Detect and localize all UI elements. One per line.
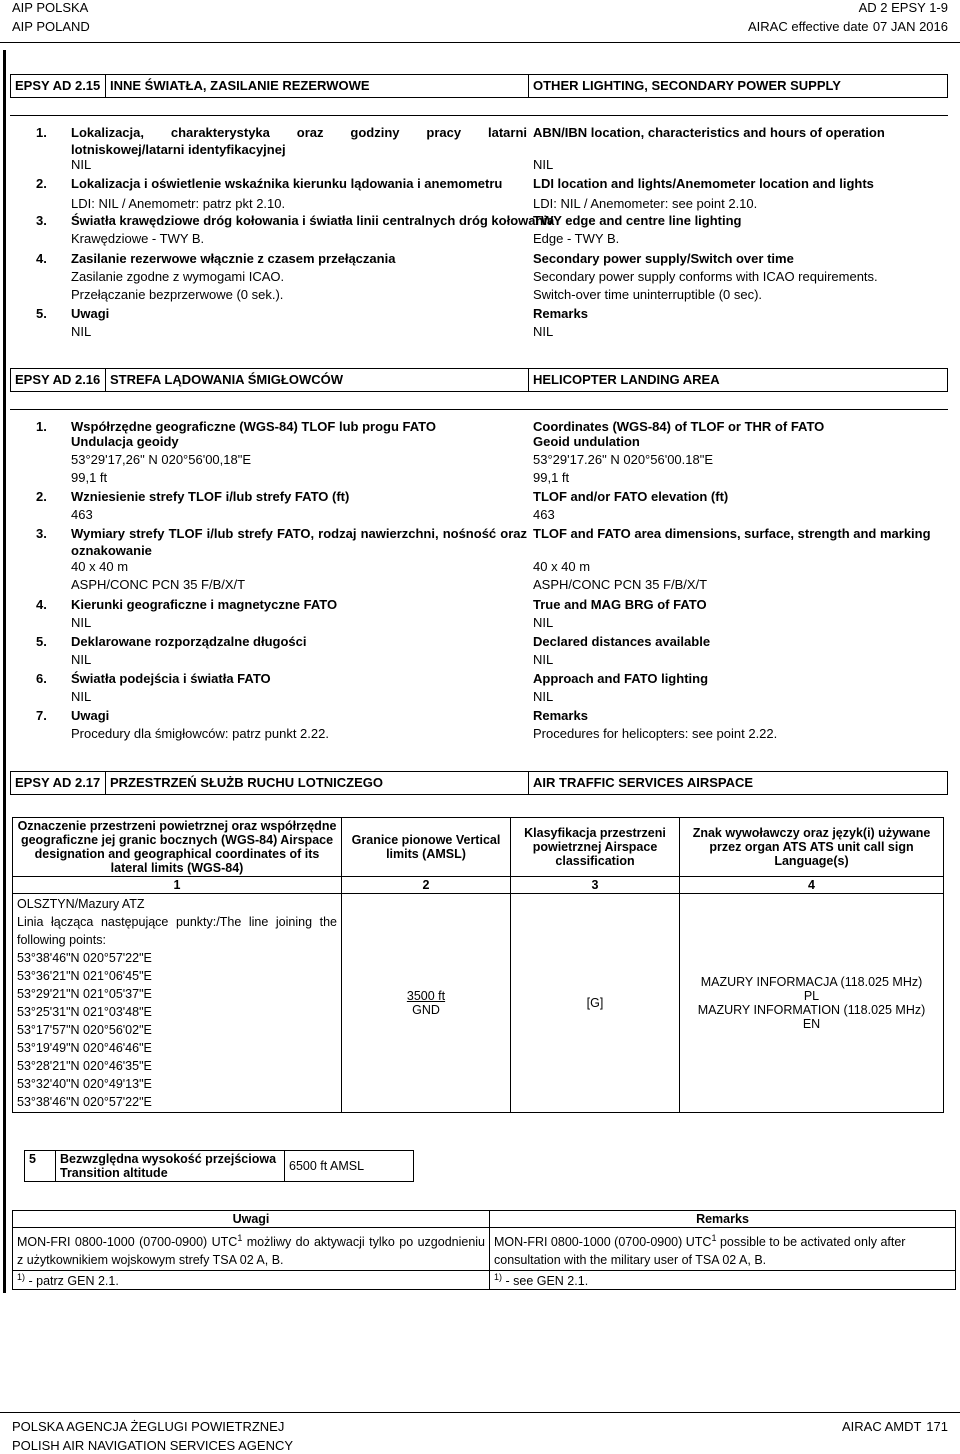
s215-item5-en-head: Remarks	[533, 306, 588, 321]
remarks-en-sup: 1	[711, 1233, 717, 1243]
s215-item4-pl-head: Zasilanie rezerwowe włącznie z czasem przełączania	[71, 251, 396, 266]
s215-code: EPSY AD 2.15	[10, 74, 106, 98]
s215-item3-pl-val: Krawędziowe - TWY B.	[71, 231, 205, 246]
airspace-coord: 53°36'21"N 021°06'45"E	[17, 969, 152, 983]
col-number-3: 3	[511, 877, 680, 894]
s216-item7-pl-head: Uwagi	[71, 708, 110, 723]
s216-item4-en-head: True and MAG BRG of FATO	[533, 597, 707, 612]
s215-item1-en-head: ABN/IBN location, characteristics and hours of operation	[533, 125, 885, 140]
footnote-en	[490, 1271, 956, 1290]
s216-item1-pl-val2: 99,1 ft	[71, 470, 108, 485]
s215-item3-num: 3.	[36, 213, 47, 228]
s215-rule	[10, 115, 948, 116]
s216-item3-pl-val2: ASPH/CONC PCN 35 F/B/X/T	[71, 577, 246, 592]
s216-item6-pl-val: NIL	[71, 689, 92, 704]
footnote-pl-sup: 1)	[17, 1272, 26, 1283]
s216-item6-en-val: NIL	[533, 689, 554, 704]
remarks-pl-text: MON-FRI 0800-1000 (0700-0900) UTC	[17, 1235, 238, 1250]
s216-item3-en-val: 40 x 40 m	[533, 559, 591, 574]
header-airac-label: AIRAC effective date	[748, 19, 869, 34]
s216-item3-pl-val: 40 x 40 m	[71, 559, 129, 574]
remarks-en-text: MON-FRI 0800-1000 (0700-0900) UTC	[494, 1235, 712, 1250]
airspace-coord: 53°29'21"N 021°05'37"E	[17, 987, 152, 1001]
remarks-en-rest: possible to be activated only after consultation with the military user of TSA 02 A, B.	[494, 1235, 906, 1268]
s216-item7-num: 7.	[36, 708, 47, 723]
left-change-bar	[3, 50, 6, 1293]
footer-divider	[0, 1412, 960, 1413]
s216-item1-pl-head2: Undulacja geoidy	[71, 434, 179, 449]
s216-item1-en-head: Coordinates (WGS-84) of TLOF or THR of FATO	[533, 419, 825, 434]
s216-item2-pl-head: Wzniesienie strefy TLOF i/lub strefy FATO (ft)	[71, 489, 350, 504]
airspace-description	[13, 894, 342, 1113]
footnote-pl	[13, 1271, 490, 1290]
s215-item2-en-head: LDI location and lights/Anemometer location and lights	[533, 176, 874, 191]
transition-table	[24, 1150, 414, 1182]
s216-item2-en-head: TLOF and/or FATO elevation (ft)	[533, 489, 729, 504]
s215-en-title: OTHER LIGHTING, SECONDARY POWER SUPPLY	[528, 74, 948, 98]
remarks-head-pl: Uwagi	[13, 1211, 490, 1228]
col-number-2: 2	[342, 877, 511, 894]
s215-item5-en-val: NIL	[533, 324, 554, 339]
callsign-line: PL	[803, 989, 820, 1003]
header-divider	[0, 42, 960, 43]
s215-item2-en-val: LDI: NIL / Anemometer: see point 2.10.	[533, 196, 758, 211]
s216-item1-pl-val: 53°29'17,26" N 020°56'00,18"E	[71, 452, 252, 467]
s217-pl-title: PRZESTRZEŃ SŁUŻB RUCHU LOTNICZEGO	[105, 771, 529, 795]
airspace-line: Linia łącząca następujące punkty:/The line joining the following points:	[17, 915, 337, 947]
airspace-coord: 53°25'31"N 021°03'48"E	[17, 1005, 152, 1019]
s216-rule	[10, 409, 948, 410]
s215-item2-pl-head: Lokalizacja i oświetlenie wskaźnika kierunku lądowania i anemometru	[71, 176, 503, 191]
s215-item4-num: 4.	[36, 251, 47, 266]
s216-item2-pl-val: 463	[71, 507, 93, 522]
transition-num: 5	[25, 1151, 56, 1182]
vertical-limits	[342, 894, 511, 1113]
s216-item7-pl-val: Procedury dla śmigłowców: patrz punkt 2.22.	[71, 726, 329, 741]
s217-en-title: AIR TRAFFIC SERVICES AIRSPACE	[528, 771, 948, 795]
s215-item3-en-head: TWY edge and centre line lighting	[533, 213, 742, 228]
remarks-pl	[13, 1228, 490, 1271]
s216-item1-en-val2: 99,1 ft	[533, 470, 570, 485]
header-aip-poland: AIP POLAND	[12, 19, 90, 34]
col-header-airspace: Oznaczenie przestrzeni powietrznej oraz współrzędne geograficzne jej granic bocznych (WGS-84) Airspace designation and geographical coordinates of its lateral limits (WGS-84)	[13, 818, 342, 877]
vertical-lower: GND	[412, 1003, 440, 1017]
vertical-upper: 3500 ft	[406, 989, 446, 1003]
airspace-coord: 53°17'57"N 020°56'02"E	[17, 1023, 152, 1037]
airspace-coord: 53°19'49"N 020°46'46"E	[17, 1041, 152, 1055]
s216-item5-pl-head: Deklarowane rozporządzalne długości	[71, 634, 307, 649]
s216-item1-en-val: 53°29'17.26" N 020°56'00.18"E	[533, 452, 714, 467]
s215-pl-title: INNE ŚWIATŁA, ZASILANIE REZERWOWE	[105, 74, 529, 98]
transition-label-pl: Bezwzględna wysokość przejściowa	[60, 1152, 277, 1166]
s216-item5-num: 5.	[36, 634, 47, 649]
s215-item5-pl-val: NIL	[71, 324, 92, 339]
s215-item3-pl-head: Światła krawędziowe dróg kołowania i światła linii centralnych dróg kołowania	[71, 213, 555, 228]
airspace-class: [G]	[511, 894, 680, 1113]
col-header-class: Klasyfikacja przestrzeni powietrznej Airspace classification	[511, 818, 680, 877]
s216-item5-en-head: Declared distances available	[533, 634, 711, 649]
s215-item1-num: 1.	[36, 125, 47, 140]
transition-label-en: Transition altitude	[60, 1166, 168, 1180]
header-aip-polska: AIP POLSKA	[12, 0, 89, 15]
header-page-id: AD 2 EPSY 1-9	[858, 0, 948, 15]
footer-amdt-num: 171	[926, 1419, 948, 1434]
callsign-line: EN	[802, 1017, 821, 1031]
s216-item3-en-head: TLOF and FATO area dimensions, surface, strength and marking	[533, 526, 931, 541]
footer-amdt-label: AIRAC AMDT	[842, 1419, 922, 1434]
footnote-en-text: - see GEN 2.1.	[502, 1274, 589, 1289]
col-number-1: 1	[13, 877, 342, 894]
remarks-pl-rest: możliwy do aktywacji tylko po uzgodnieniu z użytkownikiem wojskowym strefy TSA 02 A, B.	[17, 1235, 486, 1268]
s216-item1-en-head2: Geoid undulation	[533, 434, 640, 449]
s216-item3-num: 3.	[36, 526, 47, 541]
s216-item6-pl-head: Światła podejścia i światła FATO	[71, 671, 271, 686]
s216-item4-num: 4.	[36, 597, 47, 612]
header-airac-date: 07 JAN 2016	[872, 19, 948, 34]
s215-item2-pl-val: LDI: NIL / Anemometr: patrz pkt 2.10.	[71, 196, 286, 211]
col-header-callsign: Znak wywoławczy oraz język(i) używane przez organ ATS ATS unit call sign Language(s)	[680, 818, 944, 877]
s216-item7-en-val: Procedures for helicopters: see point 2.22.	[533, 726, 778, 741]
airspace-coord: 53°32'40"N 020°49'13"E	[17, 1077, 152, 1091]
s216-en-title: HELICOPTER LANDING AREA	[528, 368, 948, 392]
airspace-coord: 53°28'21"N 020°46'35"E	[17, 1059, 152, 1073]
remarks-table	[12, 1210, 956, 1290]
remarks-head-en: Remarks	[490, 1211, 956, 1228]
s215-item4-pl-val: Zasilanie zgodne z wymogami ICAO.	[71, 269, 285, 284]
s216-item1-num: 1.	[36, 419, 47, 434]
footer-agency-en: POLISH AIR NAVIGATION SERVICES AGENCY	[12, 1438, 294, 1453]
col-number-4: 4	[680, 877, 944, 894]
s215-item4-en-val2: Switch-over time uninterruptible (0 sec).	[533, 287, 763, 302]
s215-item4-pl-val2: Przełączanie bezprzerwowe (0 sek.).	[71, 287, 284, 302]
s216-item4-pl-head: Kierunki geograficzne i magnetyczne FATO	[71, 597, 338, 612]
s216-item6-num: 6.	[36, 671, 47, 686]
s216-pl-title: STREFA LĄDOWANIA ŚMIGŁOWCÓW	[105, 368, 529, 392]
s216-item2-num: 2.	[36, 489, 47, 504]
s215-item4-en-head: Secondary power supply/Switch over time	[533, 251, 794, 266]
col-header-vertical: Granice pionowe Vertical limits (AMSL)	[342, 818, 511, 877]
footer-agency-pl: POLSKA AGENCJA ŻEGLUGI POWIETRZNEJ	[12, 1419, 285, 1434]
footnote-pl-text: - patrz GEN 2.1.	[25, 1274, 119, 1289]
s215-item1-pl-head: Lokalizacja, charakterystyka oraz godziny pracy latarni lotniskowej/latarni identyfikacyjnej	[71, 125, 527, 157]
s216-item3-pl-head: Wymiary strefy TLOF i/lub strefy FATO, rodzaj nawierzchni, nośność oraz oznakowanie	[71, 526, 527, 558]
transition-label	[56, 1151, 285, 1182]
callsign-cell	[680, 894, 944, 1113]
callsign-line: MAZURY INFORMACJA (118.025 MHz)	[700, 975, 923, 989]
s215-item3-en-val: Edge - TWY B.	[533, 231, 620, 246]
remarks-en	[490, 1228, 956, 1271]
s216-item2-en-val: 463	[533, 507, 555, 522]
airspace-line: OLSZTYN/Mazury ATZ	[17, 897, 145, 911]
s215-item4-en-val: Secondary power supply conforms with ICAO requirements.	[533, 269, 878, 284]
transition-value: 6500 ft AMSL	[285, 1151, 414, 1182]
s215-item5-pl-head: Uwagi	[71, 306, 110, 321]
s216-item3-en-val2: ASPH/CONC PCN 35 F/B/X/T	[533, 577, 708, 592]
airspace-table	[12, 817, 944, 1113]
s216-item7-en-head: Remarks	[533, 708, 588, 723]
s216-item5-pl-val: NIL	[71, 652, 92, 667]
s215-item5-num: 5.	[36, 306, 47, 321]
callsign-line: MAZURY INFORMATION (118.025 MHz)	[697, 1003, 926, 1017]
s215-item1-en-val: NIL	[533, 157, 554, 172]
s216-item4-en-val: NIL	[533, 615, 554, 630]
airspace-coord: 53°38'46"N 020°57'22"E	[17, 1095, 152, 1109]
s215-item1-pl-val: NIL	[71, 157, 92, 172]
s216-item5-en-val: NIL	[533, 652, 554, 667]
footnote-en-sup: 1)	[494, 1272, 503, 1283]
s216-item1-pl-head: Współrzędne geograficzne (WGS-84) TLOF lub progu FATO	[71, 419, 436, 434]
s216-code: EPSY AD 2.16	[10, 368, 106, 392]
s217-code: EPSY AD 2.17	[10, 771, 106, 795]
s215-item2-num: 2.	[36, 176, 47, 191]
s216-item4-pl-val: NIL	[71, 615, 92, 630]
remarks-pl-sup: 1	[237, 1233, 243, 1243]
s216-item6-en-head: Approach and FATO lighting	[533, 671, 709, 686]
airspace-coord: 53°38'46"N 020°57'22"E	[17, 951, 152, 965]
